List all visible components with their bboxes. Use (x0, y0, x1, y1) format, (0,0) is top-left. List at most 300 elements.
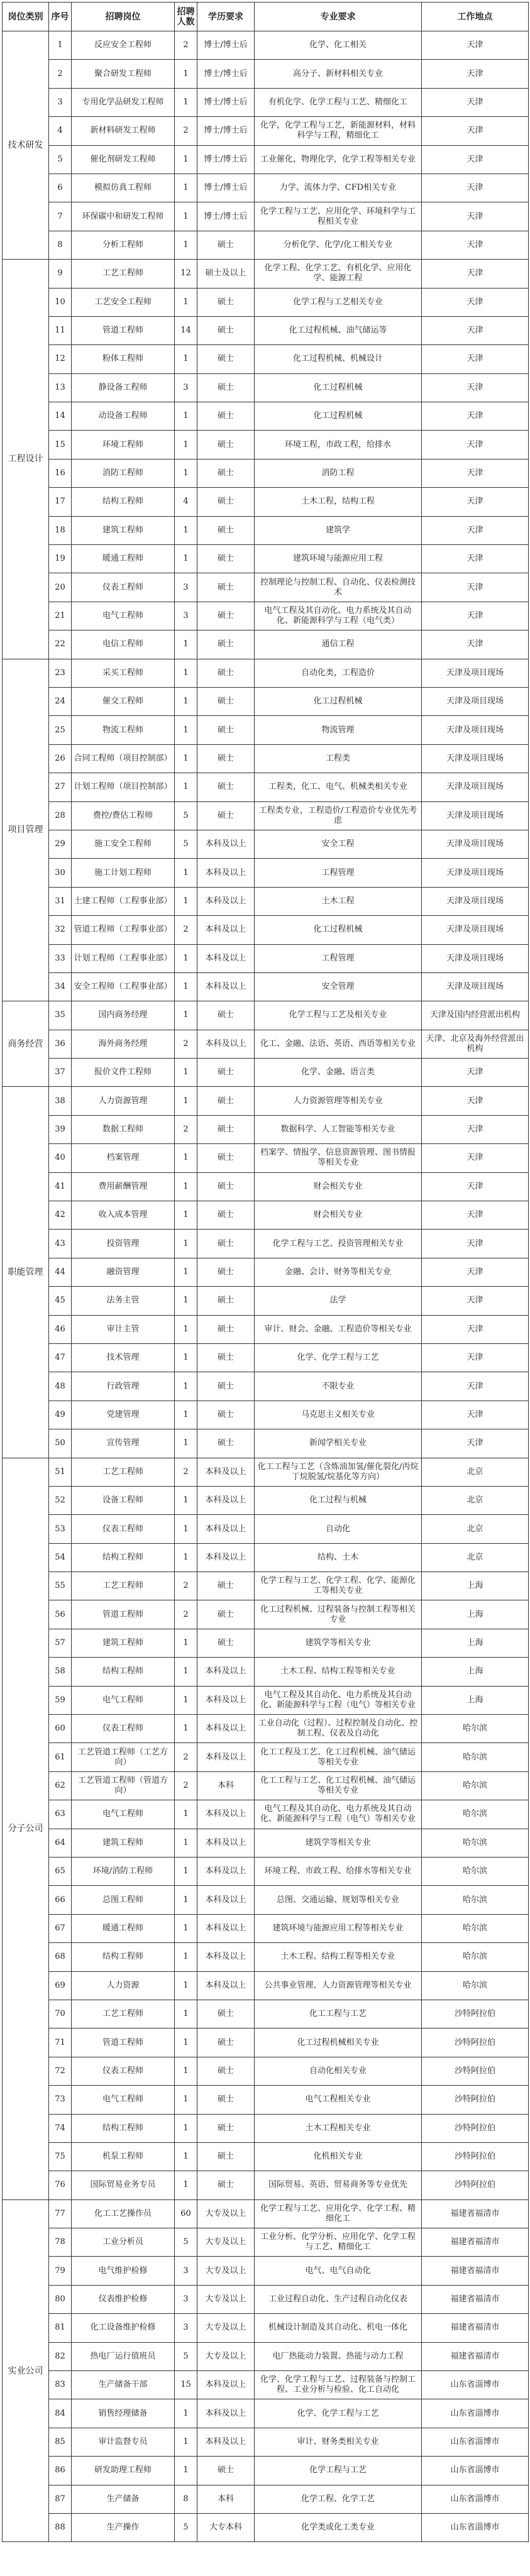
table-row (3, 1515, 529, 1543)
table-row (3, 2457, 529, 2485)
table-row (3, 1429, 529, 1458)
table-row (3, 1743, 529, 1771)
work-location: 哈尔滨 (422, 1715, 529, 1743)
major-requirement: 环境工程、市政工程、给排水等相关专业 (255, 1858, 422, 1886)
education-requirement: 硕士 (197, 1059, 255, 1087)
row-index: 54 (49, 1543, 72, 1571)
row-index: 56 (49, 1600, 72, 1629)
position-name: 费用薪酬管理 (72, 1172, 175, 1201)
position-name: 工业分析员 (72, 2228, 175, 2257)
headcount: 4 (175, 488, 197, 516)
education-requirement: 本科及以上 (197, 1515, 255, 1543)
row-index: 38 (49, 1087, 72, 1115)
work-location: 天津 (422, 260, 529, 288)
education-requirement: 本科及以上 (197, 1914, 255, 1942)
education-requirement: 硕士 (197, 573, 255, 602)
headcount: 12 (175, 260, 197, 288)
work-location: 哈尔滨 (422, 1743, 529, 1771)
row-index: 64 (49, 1829, 72, 1857)
work-location: 天津 (422, 173, 529, 202)
major-requirement: 审计、财务类相关专业 (255, 2428, 422, 2456)
major-requirement: 化学、金融、语言类 (255, 1059, 422, 1087)
table-row (3, 1829, 529, 1857)
row-index: 69 (49, 1971, 72, 2000)
position-name: 行政管理 (72, 1372, 175, 1401)
row-index: 37 (49, 1059, 72, 1087)
table-row (3, 145, 529, 173)
major-requirement: 建筑环境与能源应用工程 (255, 545, 422, 573)
education-requirement: 硕士 (197, 2000, 255, 2028)
headcount: 1 (175, 2457, 197, 2485)
work-location: 天津 (422, 573, 529, 602)
position-name: 法务主管 (72, 1287, 175, 1315)
table-header-row (3, 3, 529, 31)
education-requirement: 硕士 (197, 1600, 255, 1629)
table-row (3, 2399, 529, 2428)
work-location: 天津 (422, 459, 529, 487)
headcount: 3 (175, 373, 197, 402)
position-name: 工艺管道工程师（管道方向） (72, 1771, 175, 1800)
education-requirement: 硕士 (197, 345, 255, 373)
position-name: 暖通工程师 (72, 1914, 175, 1942)
headcount: 1 (175, 1372, 197, 1401)
row-index: 2 (49, 60, 72, 88)
table-row (3, 2428, 529, 2456)
position-name: 催交工程师 (72, 687, 175, 715)
table-row (3, 830, 529, 858)
table-row (3, 459, 529, 487)
row-index: 25 (49, 716, 72, 744)
major-requirement: 审计、财会、金融、工程造价等相关专业 (255, 1315, 422, 1343)
row-index: 75 (49, 2142, 72, 2171)
major-requirement: 电气工程及其自动化、电力系统及其自动化、新能源科学与工程（电气）等相关专业 (255, 1800, 422, 1829)
work-location: 天津及项目现场 (422, 687, 529, 715)
education-requirement: 硕士 (197, 687, 255, 715)
major-requirement: 化学、化工相关 (255, 31, 422, 60)
education-requirement: 硕士 (197, 1572, 255, 1600)
work-location: 哈尔滨 (422, 1914, 529, 1942)
table-row (3, 744, 529, 773)
education-requirement: 硕士 (197, 431, 255, 459)
work-location: 沙特阿拉伯 (422, 2086, 529, 2114)
headcount: 1 (175, 1230, 197, 1258)
work-location: 天津 (422, 431, 529, 459)
position-name: 环境/消防工程师 (72, 1858, 175, 1886)
position-name: 工艺工程师 (72, 1572, 175, 1600)
table-row (3, 2000, 529, 2028)
education-requirement: 硕士 (197, 1230, 255, 1258)
row-index: 32 (49, 916, 72, 944)
work-location: 天津 (422, 1144, 529, 1172)
table-row (3, 1172, 529, 1201)
position-name: 施工安全工程师 (72, 830, 175, 858)
row-index: 39 (49, 1115, 72, 1143)
table-row (3, 1144, 529, 1172)
major-requirement: 化工过程机械 (255, 373, 422, 402)
major-requirement: 化工过程机械、过程装备与控制工程等相关专业 (255, 1600, 422, 1629)
position-name: 建筑工程师 (72, 516, 175, 544)
work-location: 天津 (422, 145, 529, 173)
education-requirement: 硕士 (197, 1429, 255, 1458)
row-index: 82 (49, 2342, 72, 2370)
position-name: 建筑工程师 (72, 1629, 175, 1657)
table-row (3, 2086, 529, 2114)
work-location: 天津 (422, 202, 529, 231)
education-requirement: 硕士 (197, 231, 255, 259)
major-requirement: 金融、会计、财务等相关专业 (255, 1258, 422, 1286)
table-row (3, 545, 529, 573)
headcount: 15 (175, 2371, 197, 2399)
row-index: 52 (49, 1486, 72, 1514)
work-location: 天津及项目现场 (422, 773, 529, 801)
work-location: 哈尔滨 (422, 1886, 529, 1914)
category-cell: 实业公司 (3, 2199, 49, 2542)
education-requirement: 硕士 (197, 1343, 255, 1372)
headcount: 1 (175, 2000, 197, 2028)
headcount: 1 (175, 88, 197, 116)
headcount: 1 (175, 716, 197, 744)
work-location: 山东省淄博市 (422, 2428, 529, 2456)
position-name: 机泵工程师 (72, 2142, 175, 2171)
major-requirement: 工程类专业，工程造价/工程造价专业优先考虑 (255, 801, 422, 830)
major-requirement: 建筑学 (255, 516, 422, 544)
position-name: 海外商务经理 (72, 1030, 175, 1058)
position-name: 费控/费估工程师 (72, 801, 175, 830)
table-row (3, 1886, 529, 1914)
row-index: 55 (49, 1572, 72, 1600)
major-requirement: 工业自动化（过程）、过程控制及自动化、控制工程、仪表及自动化 (255, 1715, 422, 1743)
major-requirement: 化学工程与工艺 (255, 2457, 422, 2485)
major-requirement: 国际贸易、英语、贸易商务等专业优先 (255, 2171, 422, 2199)
row-index: 45 (49, 1287, 72, 1315)
headcount: 2 (175, 1115, 197, 1143)
position-name: 环保碳中和研发工程师 (72, 202, 175, 231)
headcount: 1 (175, 630, 197, 659)
major-requirement: 土木工程 (255, 887, 422, 915)
row-index: 42 (49, 1201, 72, 1230)
work-location: 天津及项目现场 (422, 659, 529, 687)
position-name: 新材料研发工程师 (72, 117, 175, 145)
education-requirement: 硕士 (197, 1315, 255, 1343)
headcount: 1 (175, 60, 197, 88)
headcount: 1 (175, 1658, 197, 1686)
headcount: 1 (175, 687, 197, 715)
headcount: 1 (175, 1629, 197, 1657)
row-index: 34 (49, 972, 72, 1001)
position-name: 消防工程师 (72, 459, 175, 487)
row-index: 61 (49, 1743, 72, 1771)
education-requirement: 博士/博士后 (197, 145, 255, 173)
education-requirement: 硕士 (197, 2457, 255, 2485)
position-name: 模拟仿真工程师 (72, 173, 175, 202)
table-row (3, 1572, 529, 1600)
position-name: 聚合研发工程师 (72, 60, 175, 88)
headcount: 1 (175, 402, 197, 431)
header-location: 工作地点 (422, 3, 529, 31)
table-row (3, 316, 529, 344)
row-index: 12 (49, 345, 72, 373)
table-row (3, 260, 529, 288)
work-location: 天津及项目现场 (422, 859, 529, 887)
table-row (3, 1115, 529, 1143)
headcount: 1 (175, 887, 197, 915)
position-name: 电气工程师 (72, 2086, 175, 2114)
work-location: 天津 (422, 1429, 529, 1458)
headcount: 5 (175, 2342, 197, 2370)
table-row (3, 2371, 529, 2399)
education-requirement: 硕士 (197, 516, 255, 544)
position-name: 党建管理 (72, 1401, 175, 1429)
work-location: 福建省福清市 (422, 2199, 529, 2228)
education-requirement: 硕士 (197, 2171, 255, 2199)
table-row (3, 1715, 529, 1743)
major-requirement: 土木工程，结构工程 (255, 488, 422, 516)
position-name: 化工设备维护检修 (72, 2314, 175, 2342)
table-row (3, 2114, 529, 2142)
table-row (3, 2485, 529, 2513)
major-requirement: 建筑学等相关专业 (255, 1829, 422, 1857)
position-name: 仪表工程师 (72, 573, 175, 602)
row-index: 24 (49, 687, 72, 715)
position-name: 研发助理工程师 (72, 2457, 175, 2485)
education-requirement: 本科及以上 (197, 2428, 255, 2456)
row-index: 44 (49, 1258, 72, 1286)
row-index: 28 (49, 801, 72, 830)
major-requirement: 力学、流体力学、CFD相关专业 (255, 173, 422, 202)
table-row (3, 859, 529, 887)
position-name: 仪表维护检修 (72, 2285, 175, 2313)
position-name: 结构工程师 (72, 1543, 175, 1571)
table-row (3, 1401, 529, 1429)
row-index: 48 (49, 1372, 72, 1401)
row-index: 51 (49, 1458, 72, 1486)
row-index: 72 (49, 2057, 72, 2085)
work-location: 天津及项目现场 (422, 801, 529, 830)
table-row (3, 117, 529, 145)
work-location: 天津及项目现场 (422, 830, 529, 858)
work-location: 天津及项目现场 (422, 972, 529, 1001)
major-requirement: 化学工程、化学工艺、有机化学、应用化学、能源工程 (255, 260, 422, 288)
work-location: 福建省福清市 (422, 2228, 529, 2257)
row-index: 5 (49, 145, 72, 173)
position-name: 采买工程师 (72, 659, 175, 687)
position-name: 融资管理 (72, 1258, 175, 1286)
position-name: 化工工艺操作员 (72, 2199, 175, 2228)
row-index: 60 (49, 1715, 72, 1743)
headcount: 5 (175, 2513, 197, 2541)
headcount: 1 (175, 1144, 197, 1172)
table-row (3, 2142, 529, 2171)
row-index: 87 (49, 2485, 72, 2513)
major-requirement: 电气工程相关专业 (255, 2086, 422, 2114)
headcount: 3 (175, 2285, 197, 2313)
work-location: 天津 (422, 1401, 529, 1429)
education-requirement: 硕士 (197, 773, 255, 801)
work-location: 天津 (422, 31, 529, 60)
table-row (3, 1030, 529, 1058)
headcount: 2 (175, 1030, 197, 1058)
row-index: 16 (49, 459, 72, 487)
table-body (3, 31, 529, 2542)
header-position: 招聘岗位 (72, 3, 175, 31)
headcount: 1 (175, 2057, 197, 2085)
headcount: 1 (175, 231, 197, 259)
major-requirement: 工程类，化工、电气、机械类相关专业 (255, 773, 422, 801)
table-row (3, 1771, 529, 1800)
table-row (3, 2513, 529, 2541)
table-row (3, 944, 529, 972)
work-location: 沙特阿拉伯 (422, 2142, 529, 2171)
table-row (3, 1059, 529, 1087)
table-row (3, 801, 529, 830)
table-row (3, 1201, 529, 1230)
row-index: 66 (49, 1886, 72, 1914)
position-name: 电气工程师 (72, 1686, 175, 1714)
row-index: 74 (49, 2114, 72, 2142)
table-row (3, 345, 529, 373)
row-index: 88 (49, 2513, 72, 2541)
headcount: 1 (175, 1800, 197, 1829)
major-requirement: 化工工程与工艺 (255, 2000, 422, 2028)
education-requirement: 大专及以上 (197, 2199, 255, 2228)
headcount: 1 (175, 1343, 197, 1372)
row-index: 1 (49, 31, 72, 60)
education-requirement: 本科及以上 (197, 1458, 255, 1486)
major-requirement: 高分子、新材料相关专业 (255, 60, 422, 88)
education-requirement: 大专及以上 (197, 2314, 255, 2342)
major-requirement: 安全工程 (255, 830, 422, 858)
education-requirement: 硕士 (197, 602, 255, 630)
table-row (3, 60, 529, 88)
position-name: 电信工程师 (72, 630, 175, 659)
major-requirement: 财会相关专业 (255, 1201, 422, 1230)
table-row (3, 1258, 529, 1286)
row-index: 80 (49, 2285, 72, 2313)
position-name: 管道工程师（工程事业部） (72, 916, 175, 944)
table-row (3, 773, 529, 801)
education-requirement: 本科及以上 (197, 1715, 255, 1743)
table-row (3, 1914, 529, 1942)
headcount: 1 (175, 744, 197, 773)
work-location: 天津 (422, 373, 529, 402)
major-requirement: 分析化学、化学/化工相关专业 (255, 231, 422, 259)
row-index: 40 (49, 1144, 72, 1172)
position-name: 人力资源 (72, 1971, 175, 2000)
work-location: 哈尔滨 (422, 1829, 529, 1857)
position-name: 技术管理 (72, 1343, 175, 1372)
position-name: 工艺工程师 (72, 1458, 175, 1486)
row-index: 13 (49, 373, 72, 402)
row-index: 23 (49, 659, 72, 687)
work-location: 哈尔滨 (422, 1858, 529, 1886)
position-name: 工艺安全工程师 (72, 288, 175, 316)
table-row (3, 687, 529, 715)
education-requirement: 硕士 (197, 1258, 255, 1286)
major-requirement: 化学工程与工艺、投资管理相关专业 (255, 1230, 422, 1258)
position-name: 生产储备 (72, 2485, 175, 2513)
education-requirement: 博士/博士后 (197, 117, 255, 145)
position-name: 建筑工程师 (72, 1829, 175, 1857)
recruitment-table (2, 2, 529, 2542)
table-row (3, 1315, 529, 1343)
row-index: 29 (49, 830, 72, 858)
row-index: 10 (49, 288, 72, 316)
work-location: 山东省淄博市 (422, 2485, 529, 2513)
row-index: 86 (49, 2457, 72, 2485)
headcount: 1 (175, 1543, 197, 1571)
education-requirement: 硕士 (197, 288, 255, 316)
education-requirement: 硕士 (197, 373, 255, 402)
major-requirement: 化工过程机械、油气储运等 (255, 316, 422, 344)
row-index: 49 (49, 1401, 72, 1429)
row-index: 83 (49, 2371, 72, 2399)
major-requirement: 人力资源管理等相关专业 (255, 1087, 422, 1115)
headcount: 1 (175, 1429, 197, 1458)
headcount: 2 (175, 1771, 197, 1800)
table-row (3, 2314, 529, 2342)
headcount: 1 (175, 2028, 197, 2057)
education-requirement: 本科及以上 (197, 2371, 255, 2399)
education-requirement: 本科及以上 (197, 1800, 255, 1829)
headcount: 1 (175, 1201, 197, 1230)
row-index: 27 (49, 773, 72, 801)
major-requirement: 电气工程及其自动化、电力系统及其自动化、新能源科学与工程（电气）等相关专业 (255, 1686, 422, 1714)
row-index: 84 (49, 2399, 72, 2428)
major-requirement: 化学工程与工艺、应用化学、环境科学与工程相关专业 (255, 202, 422, 231)
table-row (3, 573, 529, 602)
education-requirement: 本科及以上 (197, 1886, 255, 1914)
header-major: 专业要求 (255, 3, 422, 31)
headcount: 1 (175, 145, 197, 173)
table-row (3, 1629, 529, 1657)
work-location: 沙特阿拉伯 (422, 2028, 529, 2057)
work-location: 天津 (422, 602, 529, 630)
position-name: 计划工程师（项目控制部） (72, 773, 175, 801)
major-requirement: 电气、电气自动化 (255, 2257, 422, 2285)
position-name: 环境工程师 (72, 431, 175, 459)
work-location: 北京 (422, 1458, 529, 1486)
education-requirement: 本科及以上 (197, 1686, 255, 1714)
major-requirement: 法学 (255, 1287, 422, 1315)
table-row (3, 716, 529, 744)
work-location: 天津 (422, 630, 529, 659)
major-requirement: 新闻学相关专业 (255, 1429, 422, 1458)
table-row (3, 516, 529, 544)
table-row (3, 2057, 529, 2085)
work-location: 上海 (422, 1658, 529, 1686)
education-requirement: 硕士 (197, 402, 255, 431)
row-index: 14 (49, 402, 72, 431)
major-requirement: 电气工程及其自动化、电力系统及其自动化、新能源科学与工程（电气类） (255, 602, 422, 630)
row-index: 65 (49, 1858, 72, 1886)
education-requirement: 大专及以上 (197, 2257, 255, 2285)
row-index: 59 (49, 1686, 72, 1714)
education-requirement: 硕士 (197, 659, 255, 687)
table-row (3, 1943, 529, 1971)
education-requirement: 本科及以上 (197, 1971, 255, 2000)
headcount: 1 (175, 1886, 197, 1914)
work-location: 沙特阿拉伯 (422, 2114, 529, 2142)
major-requirement: 有机化学、化学工程与工艺、精细化工 (255, 88, 422, 116)
major-requirement: 化学工程与工艺、应用化学、化学工程、精细化工 (255, 2199, 422, 2228)
position-name: 分析工程师 (72, 231, 175, 259)
major-requirement: 消防工程 (255, 459, 422, 487)
education-requirement: 硕士 (197, 316, 255, 344)
row-index: 71 (49, 2028, 72, 2057)
row-index: 53 (49, 1515, 72, 1543)
headcount: 5 (175, 2228, 197, 2257)
row-index: 47 (49, 1343, 72, 1372)
